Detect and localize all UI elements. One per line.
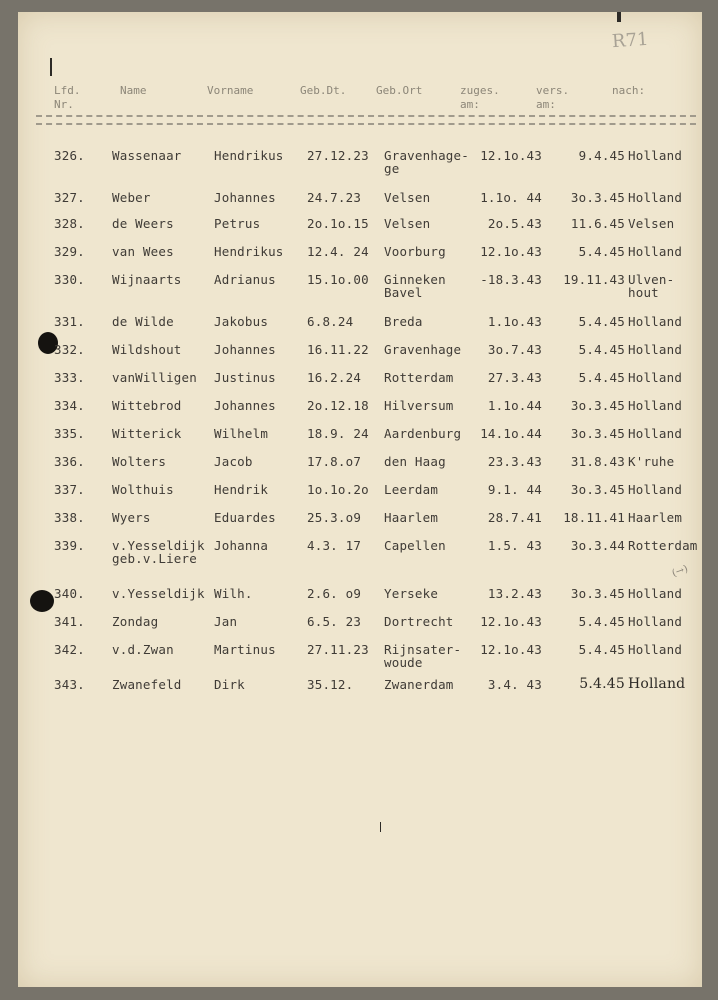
- cell-nr: 328.: [54, 216, 85, 231]
- cell-geb: 4.3. 17: [307, 538, 362, 553]
- center-mark: [380, 822, 381, 832]
- cell-vers: 5.4.45: [579, 676, 625, 692]
- header-zuges: zuges. am:: [460, 84, 500, 111]
- cell-vorname: Wilhelm: [214, 426, 269, 441]
- table-row: [0, 455, 718, 485]
- cell-nach: Holland: [628, 190, 683, 205]
- header-rule: [36, 115, 696, 125]
- cell-nr: 334.: [54, 398, 85, 413]
- cell-zuges: 12.1o.43: [480, 642, 542, 657]
- cell-nach: Holland: [628, 586, 683, 601]
- cell-vers: 3o.3.45: [570, 190, 625, 205]
- cell-geb: 6.8.24: [307, 314, 354, 329]
- cell-geb: 6.5. 23: [307, 614, 362, 629]
- cell-vers: 19.11.43: [563, 272, 625, 287]
- cell-nr: 339.: [54, 538, 85, 553]
- cell-name: Wildshout: [112, 342, 182, 357]
- cell-ort: Leerdam: [384, 482, 439, 497]
- cell-name: Weber: [112, 190, 151, 205]
- cell-vers: 3o.3.45: [570, 586, 625, 601]
- cell-geb: 1o.1o.2o: [307, 482, 369, 497]
- cell-name: Wyers: [112, 510, 151, 525]
- archive-stamp: R71: [611, 28, 650, 53]
- cell-vorname: Martinus: [214, 642, 276, 657]
- cell-nr: 343.: [54, 677, 85, 692]
- cell-nach: Ulven- hout: [628, 272, 675, 300]
- cell-vers: 3o.3.45: [570, 426, 625, 441]
- cell-ort: Rotterdam: [384, 370, 454, 385]
- table-row: [0, 539, 718, 569]
- cell-nach: Haarlem: [628, 510, 683, 525]
- cell-zuges: -18.3.43: [480, 272, 542, 287]
- cell-name: van Wees: [112, 244, 174, 259]
- cell-geb: 2.6. o9: [307, 586, 362, 601]
- table-row: [0, 427, 718, 457]
- cell-nach: K'ruhe: [628, 454, 675, 469]
- cell-vers: 5.4.45: [578, 342, 625, 357]
- cell-name: v.Yesseldijk: [112, 586, 205, 601]
- cell-vorname: Johannes: [214, 190, 276, 205]
- cell-nach: Holland: [628, 398, 683, 413]
- cell-vorname: Eduardes: [214, 510, 276, 525]
- cell-name: de Wilde: [112, 314, 174, 329]
- cell-geb: 15.1o.00: [307, 272, 369, 287]
- table-row: [0, 615, 718, 645]
- cell-name: Wittebrod: [112, 398, 182, 413]
- cell-zuges: 9.1. 44: [487, 482, 542, 497]
- cell-geb: 2o.1o.15: [307, 216, 369, 231]
- cell-nach: Holland: [628, 148, 683, 163]
- table-row: [0, 149, 718, 179]
- cell-vers: 18.11.41: [563, 510, 625, 525]
- cell-ort: Velsen: [384, 190, 431, 205]
- cell-name: de Weers: [112, 216, 174, 231]
- cell-nach: Holland: [628, 244, 683, 259]
- cell-zuges: 12.1o.43: [480, 244, 542, 259]
- cell-geb: 25.3.o9: [307, 510, 362, 525]
- cell-ort: Gravenhage: [384, 342, 462, 357]
- cell-vers: 9.4.45: [578, 148, 625, 163]
- cell-vorname: Dirk: [214, 677, 245, 692]
- header-name: Name: [120, 84, 147, 97]
- cell-zuges: 23.3.43: [487, 454, 542, 469]
- cell-vorname: Jacob: [214, 454, 253, 469]
- cell-zuges: 1.1o.44: [487, 398, 542, 413]
- cell-geb: 27.11.23: [307, 642, 369, 657]
- cell-ort: Zwanerdam: [384, 677, 454, 692]
- header-lfd-nr: Lfd. Nr.: [54, 84, 81, 111]
- table-row: [0, 511, 718, 541]
- cell-vorname: Petrus: [214, 216, 261, 231]
- table-row: [0, 587, 718, 617]
- cell-ort: Dortrecht: [384, 614, 454, 629]
- cell-nr: 335.: [54, 426, 85, 441]
- header-vers: vers. am:: [536, 84, 570, 111]
- cell-vorname: Johannes: [214, 398, 276, 413]
- cell-name: v.Yesseldijk geb.v.Liere: [112, 538, 205, 566]
- cell-nr: 337.: [54, 482, 85, 497]
- cell-vers: 31.8.43: [570, 454, 625, 469]
- cell-nr: 342.: [54, 642, 85, 657]
- cell-nach: Holland: [628, 370, 683, 385]
- table-row: [0, 315, 718, 345]
- cell-ort: Haarlem: [384, 510, 439, 525]
- cell-geb: 12.4. 24: [307, 244, 369, 259]
- cell-name: Wijnaarts: [112, 272, 182, 287]
- table-row: [0, 343, 718, 373]
- cell-ort: Breda: [384, 314, 423, 329]
- cell-zuges: 27.3.43: [487, 370, 542, 385]
- cell-name: Wolthuis: [112, 482, 174, 497]
- cell-vers: 3o.3.45: [570, 398, 625, 413]
- cell-geb: 16.2.24: [307, 370, 362, 385]
- cell-vorname: Jan: [214, 614, 238, 629]
- cell-zuges: 13.2.43: [487, 586, 542, 601]
- cell-vers: 5.4.45: [578, 244, 625, 259]
- cell-vorname: Justinus: [214, 370, 276, 385]
- table-row: [0, 643, 718, 673]
- cell-name: vanWilligen: [112, 370, 197, 385]
- cell-vorname: Johannes: [214, 342, 276, 357]
- cell-nach: Holland: [628, 676, 686, 692]
- cell-zuges: 1.1o.43: [487, 314, 542, 329]
- cell-nach: Velsen: [628, 216, 675, 231]
- cell-zuges: 12.1o.43: [480, 614, 542, 629]
- cell-vers: 5.4.45: [578, 314, 625, 329]
- cell-nach: Holland: [628, 314, 683, 329]
- cell-ort: Velsen: [384, 216, 431, 231]
- cell-geb: 16.11.22: [307, 342, 369, 357]
- cell-vorname: Hendrikus: [214, 244, 284, 259]
- cell-vorname: Wilh.: [214, 586, 253, 601]
- cell-nr: 333.: [54, 370, 85, 385]
- cell-nr: 330.: [54, 272, 85, 287]
- cell-zuges: 1.1o. 44: [480, 190, 542, 205]
- header-nach: nach:: [612, 84, 646, 97]
- cell-nach: Rotterdam: [628, 538, 698, 553]
- cell-ort: Hilversum: [384, 398, 454, 413]
- table-row: [0, 245, 718, 275]
- cell-nr: 327.: [54, 190, 85, 205]
- cell-nr: 326.: [54, 148, 85, 163]
- cell-zuges: 3o.7.43: [487, 342, 542, 357]
- pencil-note: (→): [670, 563, 690, 580]
- cell-geb: 35.12.: [307, 677, 354, 692]
- cell-vers: 11.6.45: [570, 216, 625, 231]
- cell-nr: 338.: [54, 510, 85, 525]
- cell-geb: 27.12.23: [307, 148, 369, 163]
- cell-ort: Ginneken Bavel: [384, 272, 446, 300]
- cell-nach: Holland: [628, 614, 683, 629]
- cell-zuges: 3.4. 43: [487, 677, 542, 692]
- cell-geb: 2o.12.18: [307, 398, 369, 413]
- cell-vorname: Hendrikus: [214, 148, 284, 163]
- cell-nach: Holland: [628, 426, 683, 441]
- cell-nach: Holland: [628, 642, 683, 657]
- cell-vers: 5.4.45: [578, 614, 625, 629]
- header-geb-dt: Geb.Dt.: [300, 84, 347, 97]
- cell-ort: den Haag: [384, 454, 446, 469]
- table-row: [0, 399, 718, 429]
- cell-vers: 5.4.45: [578, 642, 625, 657]
- cell-nach: Holland: [628, 482, 683, 497]
- table-row: [0, 273, 718, 303]
- cell-name: Wolters: [112, 454, 167, 469]
- header-vorname: Vorname: [207, 84, 254, 97]
- top-mark: [617, 12, 621, 22]
- cell-nach: Holland: [628, 342, 683, 357]
- cell-vorname: Adrianus: [214, 272, 276, 287]
- cell-geb: 18.9. 24: [307, 426, 369, 441]
- cell-geb: 17.8.o7: [307, 454, 362, 469]
- cell-name: Wassenaar: [112, 148, 182, 163]
- cell-nr: 340.: [54, 586, 85, 601]
- table-row: [0, 678, 718, 708]
- cell-nr: 332.: [54, 342, 85, 357]
- cell-ort: Yerseke: [384, 586, 439, 601]
- cell-vorname: Jakobus: [214, 314, 269, 329]
- cell-nr: 341.: [54, 614, 85, 629]
- cell-zuges: 28.7.41: [487, 510, 542, 525]
- header-geb-ort: Geb.Ort: [376, 84, 423, 97]
- cell-nr: 336.: [54, 454, 85, 469]
- cell-ort: Aardenburg: [384, 426, 462, 441]
- cell-vers: 3o.3.44: [570, 538, 625, 553]
- cell-ort: Voorburg: [384, 244, 446, 259]
- cell-vorname: Hendrik: [214, 482, 269, 497]
- cell-geb: 24.7.23: [307, 190, 362, 205]
- cell-name: Zondag: [112, 614, 159, 629]
- cell-zuges: 1.5. 43: [487, 538, 542, 553]
- cell-name: v.d.Zwan: [112, 642, 174, 657]
- cell-vers: 5.4.45: [578, 370, 625, 385]
- cell-zuges: 14.1o.44: [480, 426, 542, 441]
- cell-zuges: 12.1o.43: [480, 148, 542, 163]
- table-row: [0, 371, 718, 401]
- cell-zuges: 2o.5.43: [487, 216, 542, 231]
- cell-nr: 329.: [54, 244, 85, 259]
- cell-name: Zwanefeld: [112, 677, 182, 692]
- cell-ort: Gravenhage- ge: [384, 148, 469, 176]
- cell-name: Witterick: [112, 426, 182, 441]
- table-row: [0, 483, 718, 513]
- table-row: [0, 217, 718, 247]
- cell-nr: 331.: [54, 314, 85, 329]
- margin-mark: [50, 58, 52, 76]
- cell-ort: Capellen: [384, 538, 446, 553]
- cell-ort: Rijnsater- woude: [384, 642, 462, 670]
- cell-vers: 3o.3.45: [570, 482, 625, 497]
- cell-vorname: Johanna: [214, 538, 269, 553]
